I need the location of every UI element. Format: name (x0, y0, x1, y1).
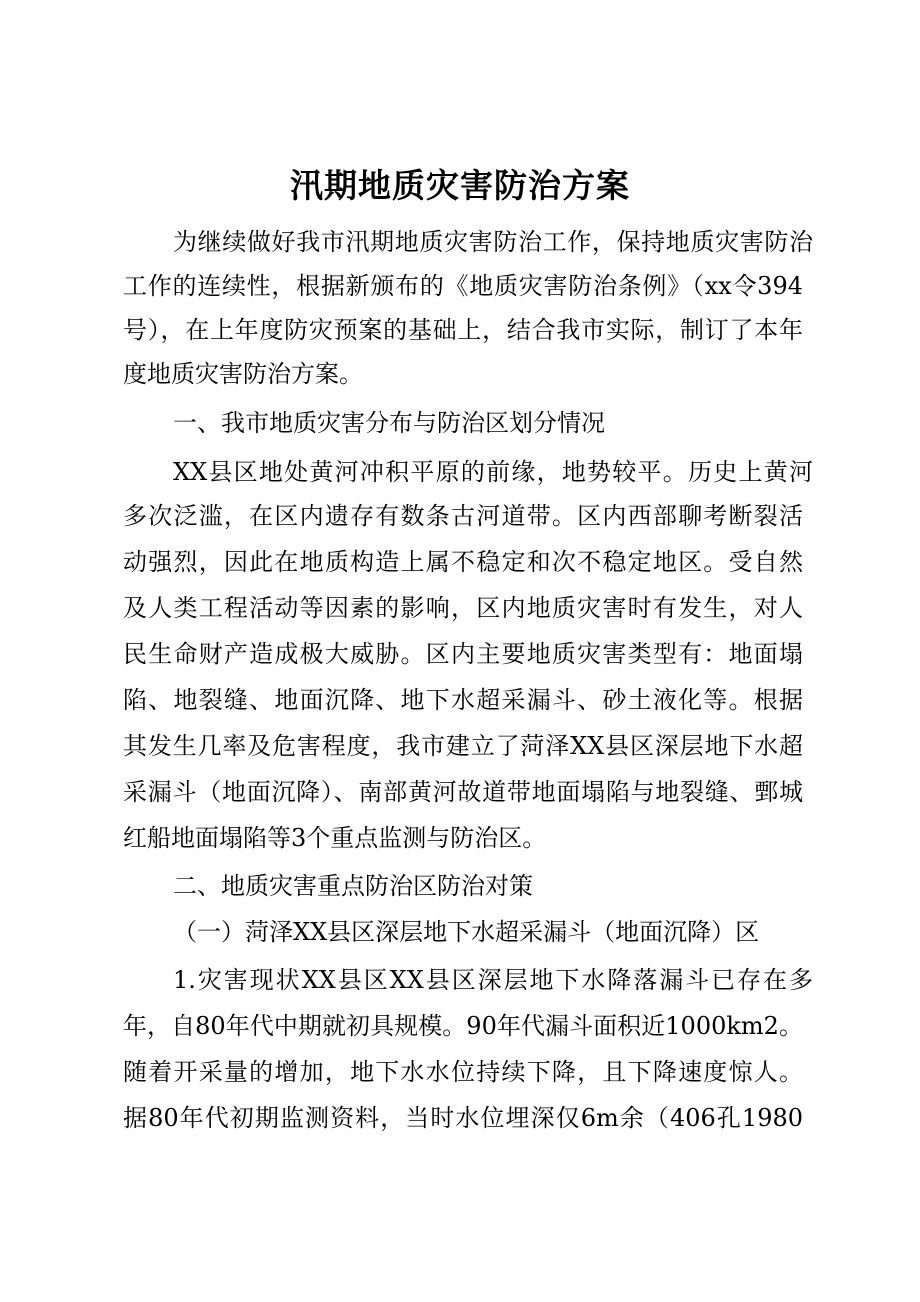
paragraph-line: 为继续做好我市汛期地质灾害防治工作，保持地质灾害防治 (173, 228, 813, 256)
paragraph-line: 红船地面塌陷等3个重点监测与防治区。 (123, 824, 547, 852)
section-heading: 二、地质灾害重点防治区防治对策 (173, 872, 533, 900)
paragraph-line: 随着开采量的增加，地下水水位持续下降，且下降速度惊人。 (123, 1058, 803, 1086)
document-title: 汛期地质灾害防治方案 (290, 166, 630, 205)
paragraph-line: 号），在上年度防灾预案的基础上，结合我市实际，制订了本年 (123, 316, 803, 344)
subsection-heading: （一）菏泽XX县区深层地下水超采漏斗（地面沉降）区 (173, 918, 760, 946)
paragraph-line: 动强烈，因此在地质构造上属不稳定和次不稳定地区。受自然 (123, 548, 803, 576)
paragraph-line: 度地质灾害防治方案。 (123, 360, 363, 388)
paragraph-line: XX县区地处黄河冲积平原的前缘，地势较平。历史上黄河 (173, 458, 813, 486)
paragraph-line: 陷、地裂缝、地面沉降、地下水超采漏斗、砂土液化等。根据 (123, 686, 803, 714)
paragraph-line: 采漏斗（地面沉降）、南部黄河故道带地面塌陷与地裂缝、鄄城 (123, 778, 803, 806)
paragraph-line: 据80年代初期监测资料，当时水位埋深仅6m余（406孔1980 (123, 1104, 803, 1132)
paragraph-line: 工作的连续性，根据新颁布的《地质灾害防治条例》（xx令394 (123, 272, 803, 300)
paragraph-line: 民生命财产造成极大威胁。区内主要地质灾害类型有：地面塌 (123, 640, 803, 668)
paragraph-line: 及人类工程活动等因素的影响，区内地质灾害时有发生，对人 (123, 594, 803, 622)
paragraph-line: 其发生几率及危害程度，我市建立了菏泽XX县区深层地下水超 (123, 732, 803, 760)
paragraph-line: 多次泛滥，在区内遗存有数条古河道带。区内西部聊考断裂活 (123, 502, 803, 530)
paragraph-line: 年，自80年代中期就初具规模。90年代漏斗面积近1000km2。 (123, 1012, 803, 1040)
paragraph-line: 1.灾害现状XX县区XX县区深层地下水降落漏斗已存在多 (173, 966, 813, 994)
section-heading: 一、我市地质灾害分布与防治区划分情况 (173, 409, 605, 437)
